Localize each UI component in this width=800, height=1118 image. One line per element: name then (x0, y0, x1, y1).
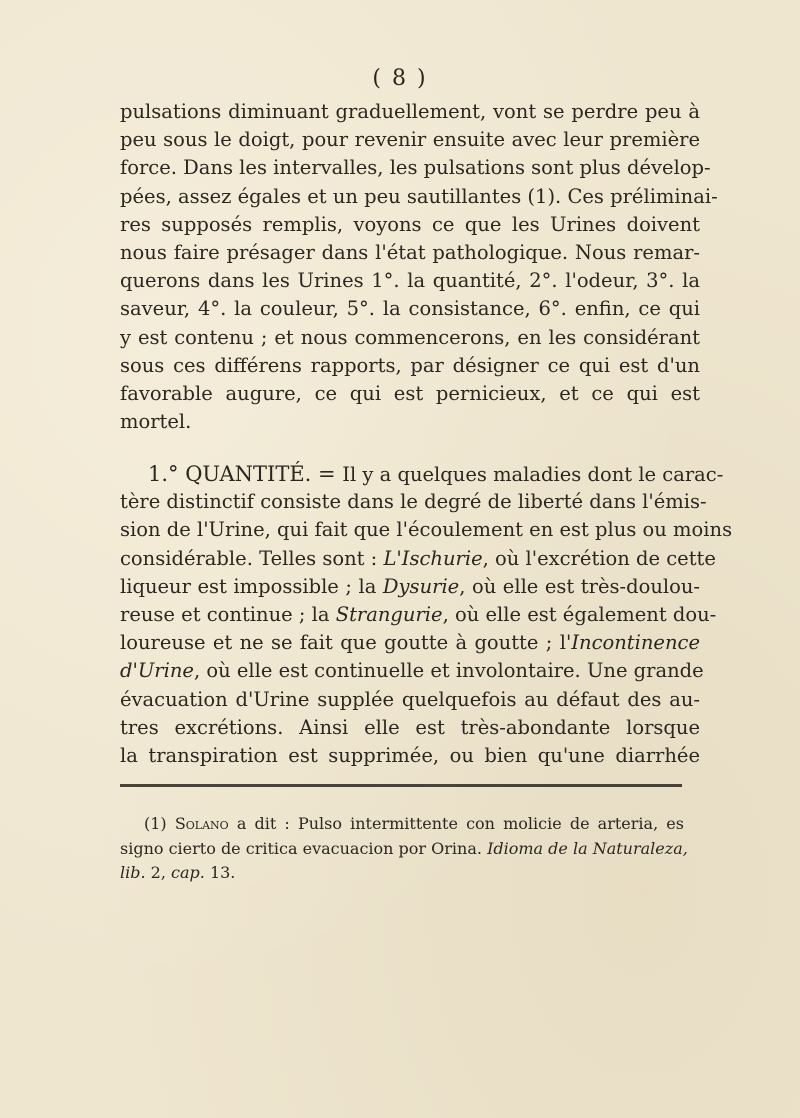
line-text: loureuse et ne se fait que goutte à goutte ; l' (120, 631, 572, 655)
paragraph-1 (120, 98, 718, 436)
line-text: considérable. Telles sont : (120, 546, 378, 570)
text-line: force. Dans les intervalles, les pulsations sont plus dévelop- (120, 156, 711, 180)
footnote-text: 13. (209, 863, 236, 882)
footnote-lib: lib. (120, 863, 146, 882)
text-line: favorable augure, ce qui est pernicieux, et ce qui est (120, 381, 700, 405)
text-line (120, 545, 716, 573)
text-line: tère distinctif consiste dans le degré de liberté dans l'émis- (120, 490, 707, 514)
term-urine: d'Urine (120, 659, 194, 683)
footnote-line (120, 837, 688, 862)
footnote-line (120, 812, 684, 837)
line-text: , où elle est également dou- (442, 602, 717, 626)
text-line: y est contenu ; et nous commencerons, en les considérant (120, 325, 700, 349)
footnote-cap: cap. (171, 863, 205, 882)
text-line: pées, assez égales et un peu sautillantes (1). Ces préliminai- (120, 184, 718, 208)
line-text: , où elle est continuelle et involontaire. Une grande (193, 659, 704, 683)
term-strangurie: Strangurie (335, 602, 443, 626)
text-line: peu sous le doigt, pour revenir ensuite avec leur première (120, 128, 700, 152)
section-quantite (120, 460, 733, 770)
text-line (120, 601, 717, 629)
line-text: , où elle est très-doulou- (459, 574, 701, 598)
text-line (120, 629, 700, 657)
text-line: querons dans les Urines 1°. la quantité, 2°. l'odeur, 3°. la (120, 269, 700, 293)
term-ischurie: L'Ischurie (383, 546, 483, 570)
text-line: sion de l'Urine, qui fait que l'écoulement en est plus ou moins (120, 518, 733, 542)
text-line: mortel. (120, 410, 192, 434)
footnote-line (120, 861, 684, 886)
line-text: reuse et continue ; la (120, 602, 330, 626)
term-incontinence: Incontinence (571, 631, 700, 655)
line-text: , où l'excrétion de cette (482, 546, 716, 570)
footnote-marker: (1) (144, 814, 167, 833)
footnote-text: 2, (150, 863, 166, 882)
text-line: nous faire présager dans l'état pathologique. Nous remar- (120, 240, 700, 264)
footnote-text: a dit : Pulso intermittente con molicie de arteria, es (236, 814, 684, 833)
footnote-book-title: Idioma de la Naturaleza, (487, 838, 688, 858)
section-heading: 1.° QUANTITÉ. = (148, 462, 343, 486)
text-line (120, 657, 704, 685)
footnote-author: Solano (174, 814, 229, 833)
text-line: tres excrétions. Ainsi elle est très-abondante lorsque (120, 715, 700, 739)
footnote (120, 812, 688, 886)
section-first-line (120, 460, 724, 488)
text-line: sous ces différens rapports, par désigner ce qui est d'un (120, 353, 700, 377)
text-line: pulsations diminuant graduellement, vont se perdre peu à (120, 100, 700, 123)
section-first-line-text: Il y a quelques maladies dont le carac- (342, 463, 724, 486)
text-line (120, 573, 700, 601)
text-line: la transpiration est supprimée, ou bien qu'une diarrhée (120, 743, 700, 767)
footnote-divider (120, 784, 682, 787)
text-line: saveur, 4°. la couleur, 5°. la consistance, 6°. enfin, ce qui (120, 297, 700, 321)
page-number: ( 8 ) (372, 66, 428, 91)
text-line: évacuation d'Urine supplée quelquefois au défaut des au- (120, 687, 700, 711)
footnote-text: signo cierto de critica evacuacion por Orina. (120, 838, 482, 858)
text-line: res supposés remplis, voyons ce que les Urines doivent (120, 212, 700, 236)
line-text: liqueur est impossible ; la (120, 574, 377, 598)
term-dysurie: Dysurie (382, 574, 460, 598)
